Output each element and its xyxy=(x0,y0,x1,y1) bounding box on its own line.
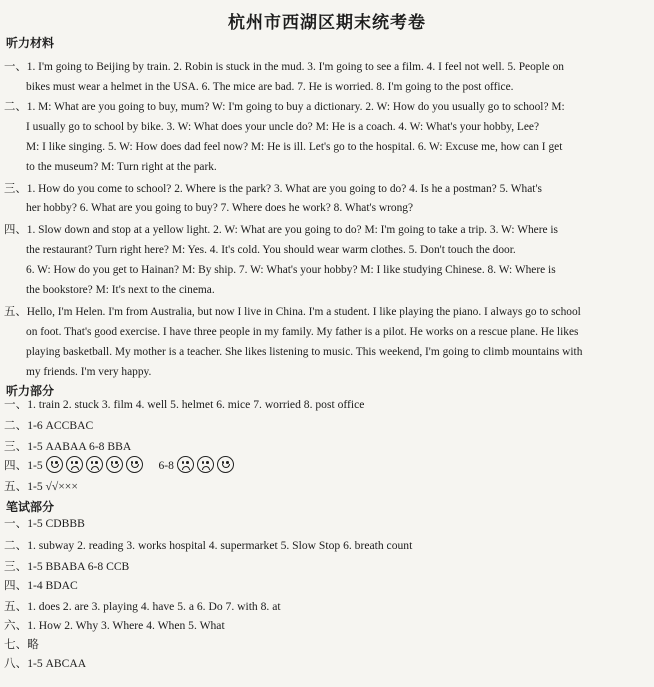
faces-group-6-8 xyxy=(177,456,237,474)
smiley-face-icon xyxy=(126,456,143,473)
smiley-face-icon xyxy=(217,456,234,473)
answer-line: 三、1-5 AABAA 6-8 BBA xyxy=(4,440,132,453)
material-line: to the museum? M: Turn right at the park. xyxy=(26,161,217,173)
section-heading-listening-part: 听力部分 xyxy=(6,384,55,398)
material-line: on foot. That's good exercise. I have three people in my family. My father is a pilot. He works on a rescue plane. He likes xyxy=(26,326,579,338)
faces-group-1-5 xyxy=(46,456,146,474)
section-heading-listening-material: 听力材料 xyxy=(6,36,55,50)
material-line: 一、1. I'm going to Beijing by train. 2. Robin is stuck in the mud. 3. I'm going to see a film. 4. I feel not well. 5. People on xyxy=(4,61,564,73)
material-line: 五、Hello, I'm Helen. I'm from Australia, but now I live in China. I'm a student. I like playing the piano. I always go to school xyxy=(4,306,581,318)
answer-prefix: 四、1-5 xyxy=(4,459,43,472)
answer-line: 八、1-5 ABCAA xyxy=(4,657,87,670)
page-title: 杭州市西湖区期末统考卷 xyxy=(228,13,426,32)
material-line: M: I like singing. 5. W: How does dad feel now? M: He is ill. Let's go to the hospital. 6. W: Excuse me, how can I get xyxy=(26,141,563,153)
answer-line: 五、1. does 2. are 3. playing 4. have 5. a 6. Do 7. with 8. at xyxy=(4,600,281,613)
material-line: playing basketball. My mother is a teacher. She likes listening to music. This weekend, I'm going to climb mountains with xyxy=(26,346,583,358)
sad-face-icon xyxy=(86,456,103,473)
answer-line: 六、1. How 2. Why 3. Where 4. When 5. What xyxy=(4,619,225,632)
material-line: the bookstore? M: It's next to the cinema. xyxy=(26,284,215,296)
answer-line: 一、1-5 CDBBB xyxy=(4,517,85,530)
smiley-face-icon xyxy=(46,456,63,473)
answer-line: 一、1. train 2. stuck 3. film 4. well 5. helmet 6. mice 7. worried 8. post office xyxy=(4,398,365,411)
answer-prefix: 6-8 xyxy=(158,459,174,472)
material-line: bikes must wear a helmet in the USA. 6. The mice are bad. 7. He is worried. 8. I'm going to the post office. xyxy=(26,81,514,93)
section-heading-written-part: 笔试部分 xyxy=(6,500,55,514)
answer-line: 二、1-6 ACCBAC xyxy=(4,419,94,432)
answer-line: 四、1-4 BDAC xyxy=(4,579,78,592)
sad-face-icon xyxy=(197,456,214,473)
material-line: my friends. I'm very happy. xyxy=(26,366,152,378)
material-line: 二、1. M: What are you going to buy, mum? W: I'm going to buy a dictionary. 2. W: How do you usually go to school? M: xyxy=(4,101,565,113)
material-line: I usually go to school by bike. 3. W: What does your uncle do? M: He is a coach. 4. W: What's your hobby, Lee? xyxy=(26,121,540,133)
answer-line: 五、1-5 √√××× xyxy=(4,480,78,493)
material-line: 三、1. How do you come to school? 2. Where is the park? 3. What are you going to do? 4. Is he a postman? 5. What's xyxy=(4,183,542,195)
material-line: the restaurant? Turn right here? M: Yes. 4. It's cold. You should wear warm clothes. 5. Don't touch the door. xyxy=(26,244,516,256)
answer-line: 七、略 xyxy=(4,638,39,651)
smiley-face-icon xyxy=(106,456,123,473)
sad-face-icon xyxy=(177,456,194,473)
material-line: her hobby? 6. What are you going to buy? 7. Where does he work? 8. What's wrong? xyxy=(26,202,414,214)
material-line: 6. W: How do you get to Hainan? M: By ship. 7. W: What's your hobby? M: I like studying Chinese. 8. W: Where is xyxy=(26,264,556,276)
answer-line: 二、1. subway 2. reading 3. works hospital 4. supermarket 5. Slow Stop 6. breath count xyxy=(4,539,413,552)
answer-line-faces xyxy=(4,456,237,474)
answer-line: 三、1-5 BBABA 6-8 CCB xyxy=(4,560,130,573)
sad-face-icon xyxy=(66,456,83,473)
material-line: 四、1. Slow down and stop at a yellow light. 2. W: What are you going to do? M: I'm going to take a trip. 3. W: Where is xyxy=(4,224,558,236)
